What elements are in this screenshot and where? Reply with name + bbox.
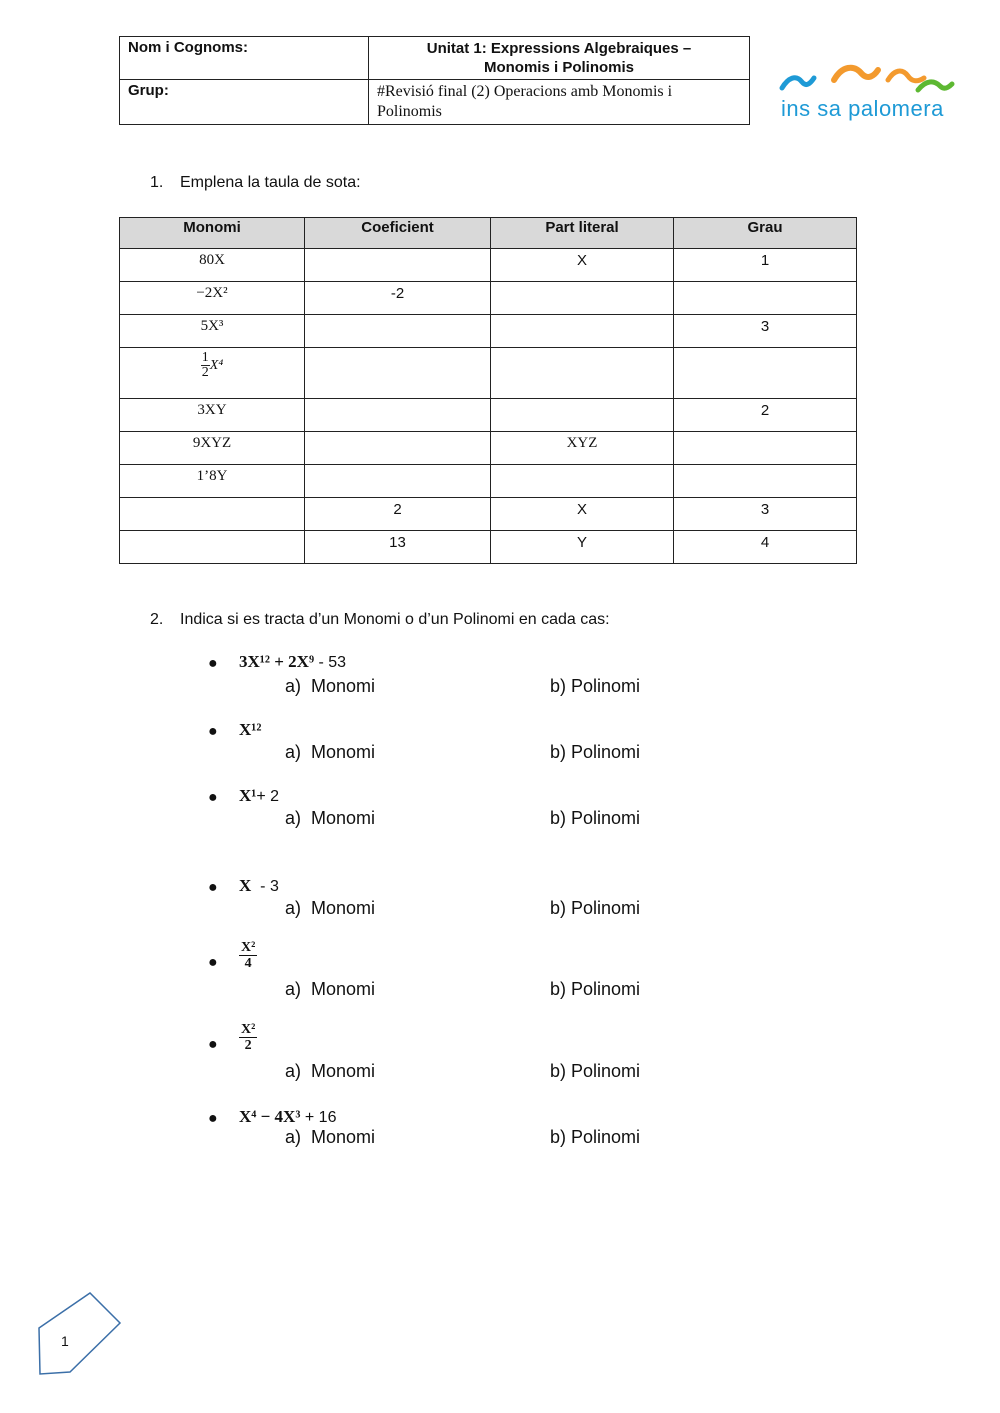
option-a-letter: a) (285, 808, 302, 828)
fraction-numerator: X² (241, 1022, 256, 1037)
option-a-letter: a) (285, 1061, 302, 1081)
question-2-text: Indica si es tracta d’un Monomi o d’un Polinomi en cada cas: (180, 611, 610, 628)
question-1-number: 1. (150, 174, 164, 191)
expr-tail: - 3 (251, 878, 279, 895)
option-a[interactable] (285, 979, 375, 1000)
bullet-icon: ● (208, 1036, 218, 1053)
fraction-variable: X⁴ (209, 357, 224, 373)
option-b[interactable]: b) Polinomi (550, 979, 641, 999)
unit-title-line2: Monomis i Polinomis (483, 59, 634, 76)
cell-monomi[interactable] (120, 498, 305, 531)
table-row (120, 432, 857, 465)
table-row (120, 315, 857, 348)
fraction-numerator: 1 (201, 350, 209, 365)
expr-part: + 2X⁹ (269, 652, 315, 671)
cell-coeficient: -2 (305, 282, 491, 315)
table-row (120, 498, 857, 531)
expr-part: X (239, 876, 252, 895)
expression-fraction (239, 1022, 257, 1053)
option-a-letter: a) (285, 742, 302, 762)
option-a-text: Monomi (311, 676, 376, 696)
option-b[interactable]: b) Polinomi (550, 1127, 641, 1147)
expr-tail: - 53 (314, 654, 347, 671)
unit-title (369, 37, 750, 80)
page-number: 1 (61, 1333, 69, 1349)
table-row (120, 465, 857, 498)
bullet-icon: ● (208, 879, 218, 896)
option-a-letter: a) (285, 1127, 302, 1147)
col-header-coeficient: Coeficient (305, 218, 491, 249)
table-row (120, 282, 857, 315)
cell-grau[interactable] (674, 348, 857, 399)
expression (239, 876, 279, 896)
cell-monomi: −2X² (120, 282, 305, 315)
cell-coeficient[interactable] (305, 249, 491, 282)
expression (239, 652, 346, 672)
cell-monomi: 9XYZ (120, 432, 305, 465)
option-b[interactable]: b) Polinomi (550, 1061, 641, 1081)
cell-part-literal: X (491, 249, 674, 282)
question-1-text: Emplena la taula de sota: (180, 174, 361, 191)
cell-part-literal: X (491, 498, 674, 531)
page-tag-icon (36, 1290, 126, 1380)
cell-part-literal: Y (491, 531, 674, 564)
option-b[interactable]: b) Polinomi (550, 676, 641, 696)
option-a[interactable] (285, 1127, 375, 1148)
option-a-text: Monomi (311, 898, 376, 918)
col-header-grau: Grau (674, 218, 857, 249)
cell-grau[interactable] (674, 465, 857, 498)
cell-monomi: 1’8Y (120, 465, 305, 498)
option-a[interactable] (285, 898, 375, 919)
question-2 (150, 611, 610, 629)
cell-part-literal: XYZ (491, 432, 674, 465)
revision-title (369, 80, 750, 125)
fraction-denominator: 4 (244, 956, 252, 971)
cell-monomi[interactable] (120, 531, 305, 564)
cell-coeficient: 2 (305, 498, 491, 531)
option-b[interactable]: b) Polinomi (550, 742, 641, 762)
option-a-text: Monomi (311, 1127, 376, 1147)
table-row (120, 531, 857, 564)
cell-monomi: 80X (120, 249, 305, 282)
cell-monomi (120, 348, 305, 399)
cell-coeficient[interactable] (305, 315, 491, 348)
option-a-letter: a) (285, 898, 302, 918)
question-2-number: 2. (150, 611, 164, 628)
col-header-part-literal: Part literal (491, 218, 674, 249)
cell-monomi: 5X³ (120, 315, 305, 348)
name-label: Nom i Cognoms: (120, 37, 369, 80)
expression: X¹² (239, 720, 262, 739)
expression (239, 786, 279, 806)
expr-tail: + 16 (300, 1109, 337, 1126)
cell-part-literal[interactable] (491, 315, 674, 348)
fraction-denominator: 2 (244, 1038, 252, 1053)
cell-monomi: 3XY (120, 399, 305, 432)
expression (239, 1107, 336, 1127)
expr-tail: + 2 (256, 788, 280, 805)
option-a-letter: a) (285, 979, 302, 999)
school-logo (778, 60, 958, 130)
cell-part-literal[interactable] (491, 399, 674, 432)
bullet-icon: ● (208, 1110, 218, 1127)
group-label: Grup: (120, 80, 369, 125)
cell-part-literal[interactable] (491, 465, 674, 498)
option-b[interactable]: b) Polinomi (550, 898, 641, 918)
option-b[interactable]: b) Polinomi (550, 808, 641, 828)
option-a-text: Monomi (311, 808, 376, 828)
bullet-icon: ● (208, 655, 218, 672)
option-a[interactable] (285, 1061, 375, 1082)
header-table (119, 36, 750, 125)
logo-text: ins sa palomera (781, 96, 944, 121)
table-row (120, 399, 857, 432)
cell-coeficient[interactable] (305, 432, 491, 465)
cell-coeficient[interactable] (305, 465, 491, 498)
wave-logo-icon (778, 60, 958, 100)
expr-part: X⁴ − 4X³ (239, 1107, 301, 1126)
cell-grau: 3 (674, 315, 857, 348)
option-a[interactable] (285, 808, 375, 829)
unit-title-line1: Unitat 1: Expressions Algebraiques – (426, 40, 692, 57)
expr-part: X¹ (239, 786, 257, 805)
cell-grau[interactable] (674, 432, 857, 465)
cell-coeficient: 13 (305, 531, 491, 564)
fraction (201, 351, 210, 380)
expr-part: 3X¹² (239, 652, 270, 671)
option-a-text: Monomi (311, 979, 376, 999)
option-a-text: Monomi (311, 742, 376, 762)
table-row (120, 348, 857, 399)
fraction-numerator: X² (241, 940, 256, 955)
monomial-table (119, 217, 857, 564)
question-1 (150, 174, 361, 192)
col-header-monomi: Monomi (120, 218, 305, 249)
revision-line1: #Revisió final (2) Operacions amb Monomis i (377, 83, 673, 100)
cell-part-literal[interactable] (491, 282, 674, 315)
cell-grau: 2 (674, 399, 857, 432)
bullet-icon: ● (208, 954, 218, 971)
cell-grau: 3 (674, 498, 857, 531)
table-row (120, 249, 857, 282)
option-a-letter: a) (285, 676, 302, 696)
bullet-icon: ● (208, 789, 218, 806)
cell-coeficient[interactable] (305, 399, 491, 432)
cell-grau: 1 (674, 249, 857, 282)
option-a-text: Monomi (311, 1061, 376, 1081)
cell-grau: 4 (674, 531, 857, 564)
fraction-denominator: 2 (201, 365, 209, 380)
option-a[interactable] (285, 742, 375, 763)
revision-line2: Polinomis (377, 103, 442, 120)
bullet-icon: ● (208, 723, 218, 740)
option-a[interactable] (285, 676, 375, 697)
cell-part-literal[interactable] (491, 348, 674, 399)
cell-coeficient[interactable] (305, 348, 491, 399)
expression-fraction (239, 940, 257, 971)
cell-grau[interactable] (674, 282, 857, 315)
